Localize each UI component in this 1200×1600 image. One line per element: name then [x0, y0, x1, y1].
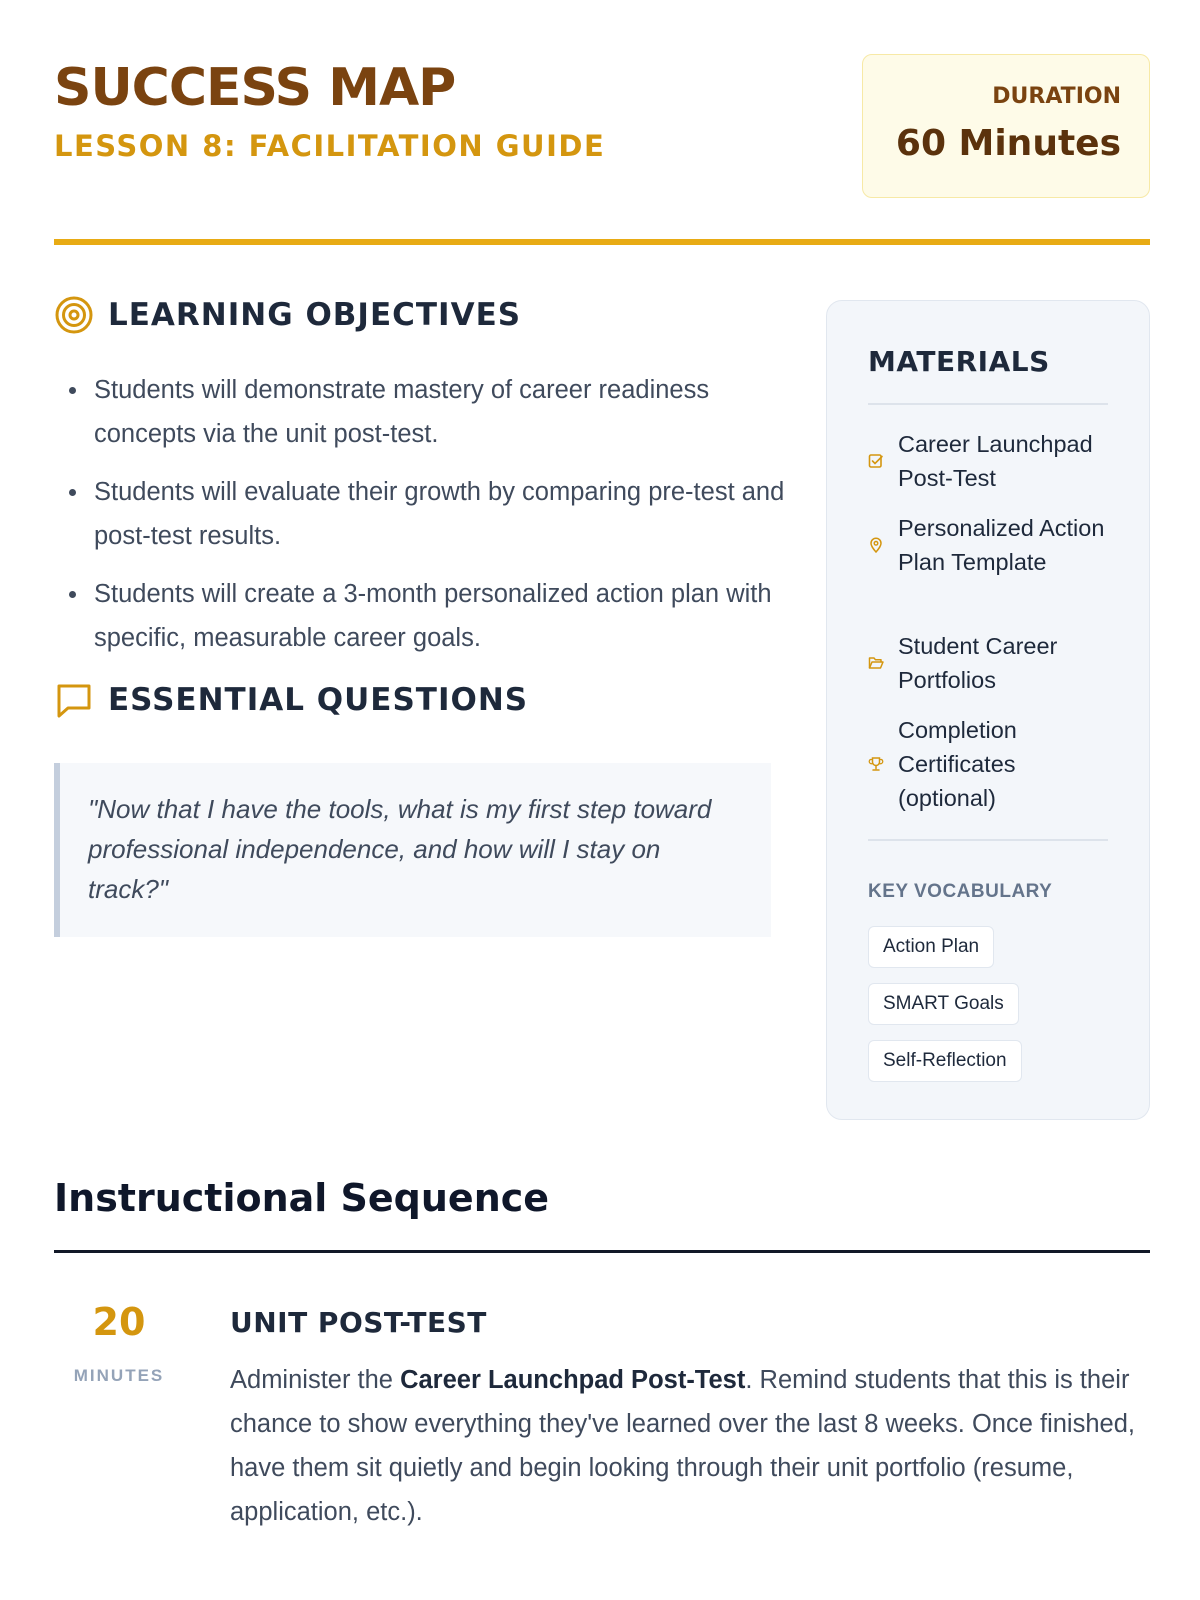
- duration-box: [862, 54, 1150, 198]
- lesson-subtitle: LESSON 8: FACILITATION GUIDE: [54, 129, 606, 163]
- materials-card: [826, 300, 1150, 1120]
- material-label: Personalized Action Plan Template: [898, 515, 1105, 575]
- vocab-chip: SMART Goals: [868, 983, 1019, 1025]
- trophy-icon: [868, 756, 884, 772]
- material-item: [868, 629, 1118, 697]
- map-pin-icon: [868, 537, 884, 553]
- duration-value: 60 Minutes: [895, 123, 1121, 164]
- page-header: [54, 54, 1150, 198]
- vocab-divider: [868, 839, 1108, 841]
- folder-open-icon: [868, 655, 884, 671]
- quote-text: "Now that I have the tools, what is my first step toward professional independence, and how will I stay on track?": [88, 794, 712, 904]
- material-label: Completion Certificates (optional): [898, 717, 1017, 811]
- page-title: SUCCESS MAP: [54, 58, 456, 118]
- step-title: UNIT POST-TEST: [230, 1306, 487, 1339]
- step-body-text: . Remind students that this is their chance to show everything they've learned over the last 8 weeks. Once finished, have them sit quietly and begin looking through their unit portfolio (resume, application, etc.).: [230, 1366, 1135, 1526]
- header-divider: [54, 239, 1150, 245]
- material-item: [868, 511, 1118, 579]
- vocab-title: KEY VOCABULARY: [868, 881, 1053, 902]
- sequence-divider: [54, 1250, 1150, 1253]
- material-item: [868, 427, 1118, 495]
- objective-item: Students will demonstrate mastery of career readiness concepts via the unit post-test.: [94, 368, 794, 456]
- step-minutes-unit: MINUTES: [73, 1366, 165, 1385]
- material-label: Career Launchpad Post-Test: [898, 431, 1093, 491]
- checkbox-icon: [868, 453, 884, 469]
- chat-bubble-icon: [54, 680, 94, 720]
- objective-item: Students will create a 3-month personalized action plan with specific, measurable career goals.: [94, 572, 794, 660]
- vocab-chip: Action Plan: [868, 926, 994, 968]
- questions-title: ESSENTIAL QUESTIONS: [108, 682, 529, 718]
- step-body-bold: Career Launchpad Post-Test: [400, 1366, 746, 1394]
- objectives-heading: [54, 295, 521, 335]
- materials-divider: [868, 403, 1108, 405]
- step-body-text: Administer the: [230, 1366, 401, 1394]
- essential-question-quote: [54, 763, 771, 937]
- material-item: [868, 713, 1118, 815]
- step-body: [230, 1358, 1150, 1534]
- sequence-title: Instructional Sequence: [54, 1176, 550, 1220]
- objectives-title: LEARNING OBJECTIVES: [108, 297, 522, 333]
- duration-label: DURATION: [992, 84, 1121, 109]
- objectives-list: [54, 368, 794, 674]
- vocab-chip: Self-Reflection: [868, 1040, 1022, 1082]
- target-icon: [54, 295, 94, 335]
- objective-item: Students will evaluate their growth by comparing pre-test and post-test results.: [94, 470, 794, 558]
- materials-title: MATERIALS: [868, 345, 1050, 378]
- questions-heading: [54, 680, 528, 720]
- step-minutes: 20: [92, 1300, 146, 1344]
- material-label: Student Career Portfolios: [898, 633, 1058, 693]
